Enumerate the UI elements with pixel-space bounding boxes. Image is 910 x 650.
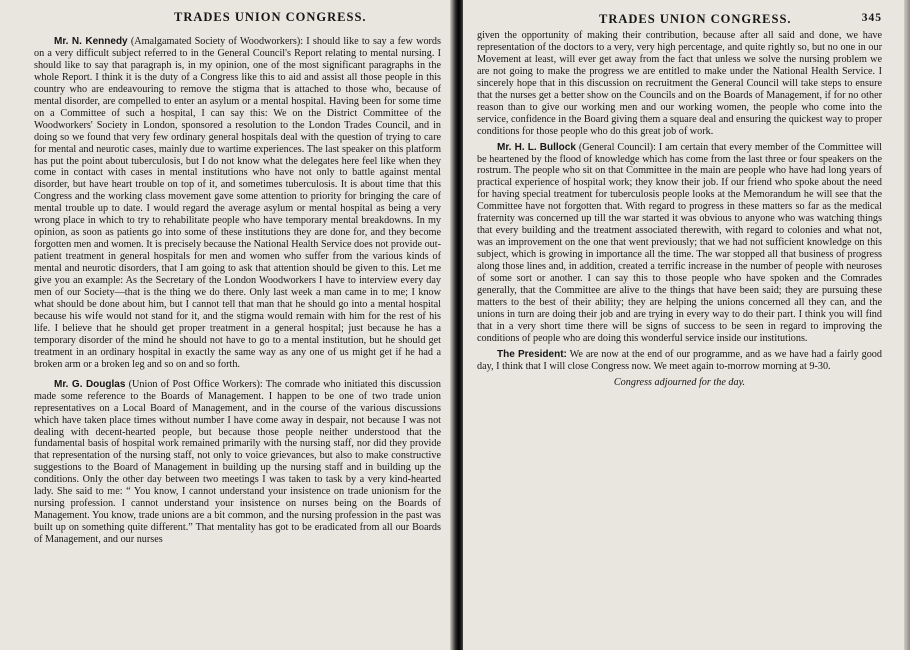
speaker-name: The President: (497, 348, 567, 360)
left-running-title: TRADES UNION CONGRESS. (174, 10, 367, 24)
speaker-name: Mr. G. Douglas (54, 378, 126, 390)
speech-kennedy (34, 36, 441, 371)
page-number: 345 (861, 12, 882, 24)
continued-text: given the opportunity of making their contribution, because after all said and done, we have representation of the doctors to a very, very high percentage, and quite rightly so, but no one in our Movement at least, will ever get away from the fact that unless we solve the nursing problem we are not going to make the progress we are entitled to make under the National Health Service. I sincerely hope that in this discussion on recruitment the General Council will take steps to ensure that the nurses get a better show on the Councils and on the Boards of Management, if for no other reason than to give our working men and our working women, the people who come into the service, confidence in the Board giving them a square deal and ensuring the quickest way to proper conditions for those people who do this great job of work. (477, 30, 882, 137)
closing-line: Congress adjourned for the day. (613, 376, 746, 388)
speech-bullock (477, 142, 882, 345)
left-page-header (34, 8, 441, 28)
speaker-name: Mr. H. L. Bullock (497, 141, 576, 153)
speech-text: (Union of Post Office Workers): The comrade who initiated this discussion made some reference to the Boards of Management. I happen to be one of two trade union representatives on a Local Board of Management, and in the course of the various discussions which have taken place times without number I have come away in despair, not because I was not dealing with decent-hearted people, but because those people neither understood that the fundamental basis of hospital work remained primarily with the nursing staff, nor did they provide that representation of the nursing staff, not only to voice grievances, but also to make constructive suggestions to the Board of Management in building up the nursing staff and in building up the conditions. Only the other day between two meetings I was taken to task by a very kind-hearted lady. She said to me: “ You know, I cannot understand your insistence on trade unionism for the nursing profession. I cannot understand your insistence on nurses being on the Boards of Management. You know, trade unions are a bit common, and the nursing profession in the past was built up on something quite different.” That mentality has got to be eradicated from all our Boards of Management, and our nurses (34, 378, 441, 546)
speech-text: We are now at the end of our programme, and as we have had a fairly good day, I think that I will close Congress now. We meet again to-morrow morning at 9-30. (477, 348, 882, 372)
right-page (463, 0, 910, 650)
right-running-title: TRADES UNION CONGRESS. (599, 12, 792, 26)
speech-text: (General Council): I am certain that every member of the Committee will be heartened by the flood of knowledge which has come from the last three or four speakers on the rostrum. The people who sit on that Committee in the main are people who have had long years of practical experience of hospital work; they know their job. If our friend who spoke about the need for having special treatment for tuberculosis people looks at the Memorandum he will see that the Committee have not forgotten that. With regard to progress in these matters so far as the medical fraternity was concerned up till the war started it was obvious to anyone who was watching things that every building and the treatment associated therewith, with regard to colonies and what not, was an improvement on the one that went previously; that we had not sufficient knowledge on this subject, which is growing in importance all the time. The war stopped all that business of progress along those lines and, in addition, created a terrific increase in the number of people with neuroses of some sort or another. I can say this to those people who have spoken and the Comrades generally, that the Committee are alive to the things that have been said; they are pursuing these matters to the best of their ability; they are helping the unions concerned all they can, and the unions in turn are doing their job and are trying in every way to do their part. I think you will find that in a very short time there will be signs of success to be seen in regard to improving the conditions of people who are doing this wonderful service inside our institutions. (477, 141, 882, 344)
right-page-header (477, 10, 882, 30)
speaker-name: Mr. N. Kennedy (54, 36, 128, 47)
speech-text: (Amalgamated Society of Woodworkers): I should like to say a few words on a very difficult subject referred to in the General Council's Report relating to mental nursing. I should like to say that paragraph is, in my opinion, one of the most significant paragraphs in the whole Report. I think it is the duty of a Congress like this to aid and assist all those people in this country who are endeavouring to remove the stigma that is attached to those who, because of mental disorder, are compelled to enter an asylum or a mental hospital. Having been for some time on a Committee of such a hospital, I can say this: We on the District Committee of the Woodworkers' Society in London, sponsored a resolution to the London Trades Council, and in doing so we found that very few ordinary general hospitals deal with the question of trying to care for mental and neurotic cases, mainly due to wartime experiences. The last speaker on this platform has put the point about tuberculosis, but I do not know what the delegates here feel like when they come in contact with cases in mental institutions who have not only to battle against mental disorder, but have heart trouble on top of it, and sometimes tuberculosis. It is about time that this Congress and the working class movement gave some attention to priority for bringing the care of mental trouble up to date. I would regard the average asylum or mental hospital as being a very wrong place in which to try to rehabilitate people who have temporary mental breakdowns. In my opinion, as soon as patients go into some of these institutions they are done for, and they become forgotten men and women. It is precisely because the National Health Service does not provide out-patient treatment in general hospitals for men and women who suffer from the various kinds of mental and neurotic disorders, that I am going to ask that attention should be given to this. Let me give you an example: As the Secretary of the London Woodworkers I have to interview every day men of our Society—that is the thing we do there. Only last week a man came in to me; I know what should be done about him, but I cannot tell that man that he should go into a mental hospital because his wife would not stand for it, and the stigma would remain with him for the rest of his life. I believe that he should get proper treatment in a general hospital; just because he has a temporary disorder of the mind he should not have to go to a mental institution, but he should get treatment in an ordinary hospital in exactly the same way as any one of us might get if he had a broken arm or a broken leg and so on and so forth. (34, 36, 441, 370)
speech-douglas (34, 379, 441, 546)
page-edge (904, 0, 910, 650)
left-page (0, 0, 453, 650)
speech-president (477, 349, 882, 373)
